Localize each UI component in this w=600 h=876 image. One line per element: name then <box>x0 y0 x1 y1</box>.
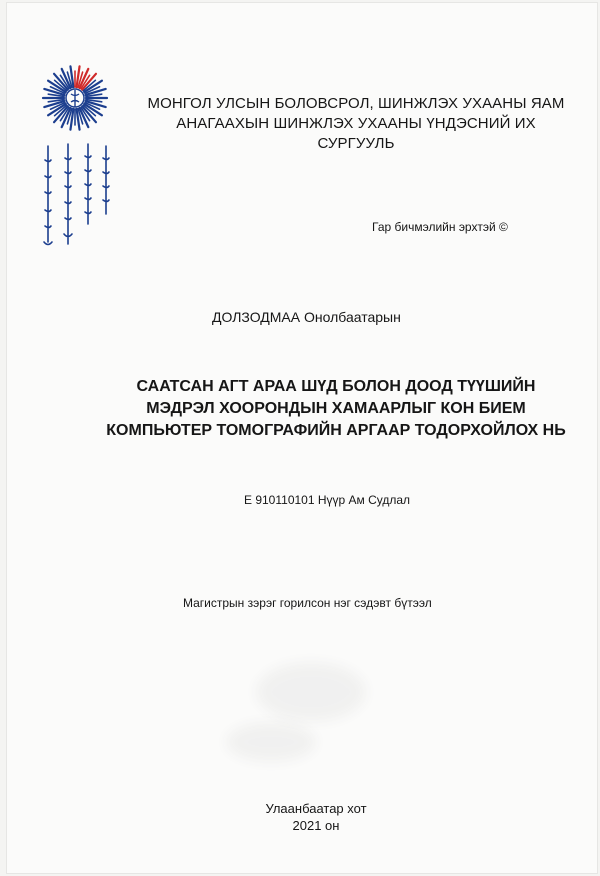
footer-place-date <box>256 800 376 834</box>
city: Улаанбаатар хот <box>265 801 367 816</box>
scan-smudge <box>256 662 366 722</box>
specialty-code: E 910110101 Нүүр Ам Судлал <box>244 493 411 507</box>
thesis-title-line-2: МЭДРЭЛ ХООРОНДЫН ХАМААРЛЫГ КОН БИЕМ <box>146 400 526 417</box>
copyright-notice: Гар бичмэлийн эрхтэй © <box>372 220 508 234</box>
year: 2021 он <box>292 818 340 833</box>
university-emblem-icon <box>34 64 116 254</box>
ministry-header <box>136 94 576 154</box>
thesis-title-line-3: КОМПЬЮТЕР ТОМОГРАФИЙН АРГААР ТОДОРХОЙЛОХ НЬ <box>106 422 566 439</box>
thesis-cover-page <box>6 2 598 874</box>
degree-statement: Магистрын зэрэг горилсон нэг сэдэвт бүтээл <box>183 596 432 610</box>
thesis-title <box>46 376 600 442</box>
ministry-name: МОНГОЛ УЛСЫН БОЛОВСРОЛ, ШИНЖЛЭХ УХААНЫ ЯАМ <box>147 95 565 112</box>
thesis-title-line-1: САATСАН АГТ АРАА ШҮД БОЛОН ДООД ТҮҮШИЙН <box>136 378 536 395</box>
scan-smudge <box>226 722 316 762</box>
author-name: ДОЛЗОДМАА Онолбаатарын <box>212 309 401 325</box>
university-name: АНАГААХЫН ШИНЖЛЭХ УХААНЫ ҮНДЭСНИЙ ИХ СУРГУУЛЬ <box>176 115 536 152</box>
